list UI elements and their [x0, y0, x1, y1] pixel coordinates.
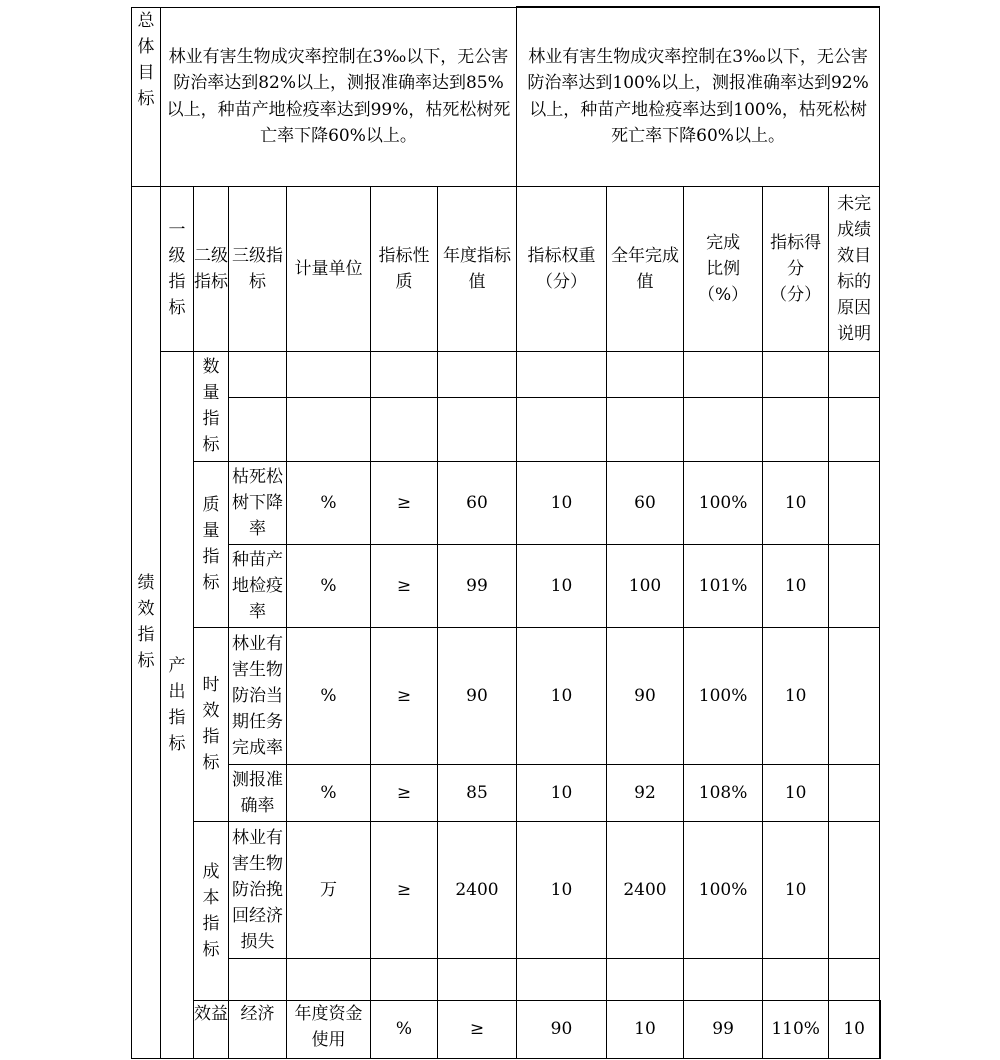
weight-cell: 10: [517, 821, 607, 958]
target-cell: 99: [438, 544, 517, 627]
overall-goal-actual: 林业有害生物成灾率控制在3‰以下，无公害防治率达到100%以上，测报准确率达到92%以上，种苗产地检疫率达到100%，枯死松树死亡率下降60%以上。: [517, 7, 880, 186]
empty-cell: [438, 397, 517, 461]
empty-cell: [517, 351, 607, 397]
empty-cell: [763, 351, 829, 397]
weight-cell: 10: [517, 764, 607, 821]
unit-cell: %: [287, 764, 371, 821]
performance-label: 绩效指标: [132, 186, 161, 1058]
table-row: [132, 627, 881, 764]
score-cell: 10: [763, 544, 829, 627]
empty-cell: [763, 958, 829, 1000]
empty-cell: [607, 351, 684, 397]
weight-cell: 10: [517, 544, 607, 627]
empty-cell: [607, 397, 684, 461]
reason-cell: [829, 461, 880, 544]
header-annual-target: 年度指标值: [438, 186, 517, 351]
nature-cell: ≥: [371, 627, 438, 764]
group-cost: 成本指标: [194, 821, 229, 1000]
output-label: 产出指标: [161, 351, 194, 1058]
empty-cell: [829, 397, 880, 461]
header-completion-ratio: 完成比例（%）: [684, 186, 763, 351]
unit-cell: %: [371, 1000, 438, 1058]
empty-cell: [684, 351, 763, 397]
nature-cell: ≥: [371, 764, 438, 821]
reason-cell: [829, 627, 880, 764]
ratio-cell: 101%: [684, 544, 763, 627]
score-cell: 10: [829, 1000, 880, 1058]
empty-cell: [684, 397, 763, 461]
unit-cell: 万: [287, 821, 371, 958]
overall-goal-planned: 林业有害生物成灾率控制在3‰以下，无公害防治率达到82%以上，测报准确率达到85%以上，种苗产地检疫率达到99%，枯死松树死亡率下降60%以上。: [161, 7, 517, 186]
indicator-name: 测报准确率: [229, 764, 287, 821]
nature-cell: ≥: [371, 821, 438, 958]
empty-cell: [371, 397, 438, 461]
weight-cell: 10: [517, 461, 607, 544]
empty-cell: [229, 397, 287, 461]
reason-cell: [829, 821, 880, 958]
reason-cell: [880, 1000, 881, 1058]
unit-cell: %: [287, 461, 371, 544]
reason-cell: [829, 544, 880, 627]
empty-cell: [287, 397, 371, 461]
header-reason: 未完成绩效目标的原因说明: [829, 186, 880, 351]
indicator-name: 年度资金使用: [287, 1000, 371, 1058]
header-level1: 一级指标: [161, 186, 194, 351]
unit-cell: %: [287, 544, 371, 627]
table-row: [132, 544, 881, 627]
performance-table: [131, 6, 881, 1059]
indicator-name: 林业有害生物防治当期任务完成率: [229, 627, 287, 764]
score-cell: 10: [763, 764, 829, 821]
empty-cell: [829, 351, 880, 397]
empty-cell: [287, 958, 371, 1000]
group-quality: 质量指标: [194, 461, 229, 627]
empty-cell: [763, 397, 829, 461]
economic-label: 经济: [229, 1000, 287, 1058]
score-cell: 10: [763, 627, 829, 764]
empty-cell: [438, 958, 517, 1000]
actual-cell: 2400: [607, 821, 684, 958]
empty-cell: [229, 958, 287, 1000]
table-row: [132, 1000, 881, 1058]
target-cell: 2400: [438, 821, 517, 958]
benefit-label: 效益: [194, 1000, 229, 1058]
empty-cell: [438, 351, 517, 397]
weight-cell: 10: [607, 1000, 684, 1058]
ratio-cell: 100%: [684, 821, 763, 958]
actual-cell: 92: [607, 764, 684, 821]
header-actual-value: 全年完成值: [607, 186, 684, 351]
reason-cell: [829, 764, 880, 821]
header-level2: 二级指标: [194, 186, 229, 351]
score-cell: 10: [763, 461, 829, 544]
nature-cell: ≥: [371, 461, 438, 544]
ratio-cell: 110%: [763, 1000, 829, 1058]
empty-cell: [517, 397, 607, 461]
header-unit: 计量单位: [287, 186, 371, 351]
ratio-cell: 100%: [684, 627, 763, 764]
group-quantity: 数量指标: [194, 351, 229, 461]
actual-cell: 100: [607, 544, 684, 627]
empty-cell: [517, 958, 607, 1000]
actual-cell: 60: [607, 461, 684, 544]
target-cell: 90: [517, 1000, 607, 1058]
weight-cell: 10: [517, 627, 607, 764]
table-row: [132, 821, 881, 958]
header-nature: 指标性质: [371, 186, 438, 351]
overall-goal-label: 总体目标: [132, 7, 161, 186]
empty-cell: [229, 351, 287, 397]
header-weight: 指标权重（分）: [517, 186, 607, 351]
actual-cell: 90: [607, 627, 684, 764]
ratio-cell: 100%: [684, 461, 763, 544]
indicator-name: 枯死松树下降率: [229, 461, 287, 544]
empty-cell: [607, 958, 684, 1000]
ratio-cell: 108%: [684, 764, 763, 821]
target-cell: 90: [438, 627, 517, 764]
group-timeliness: 时效指标: [194, 627, 229, 821]
score-cell: 10: [763, 821, 829, 958]
nature-cell: ≥: [438, 1000, 517, 1058]
indicator-name: 林业有害生物防治挽回经济损失: [229, 821, 287, 958]
actual-cell: 99: [684, 1000, 763, 1058]
target-cell: 85: [438, 764, 517, 821]
header-score: 指标得分（分）: [763, 186, 829, 351]
target-cell: 60: [438, 461, 517, 544]
unit-cell: %: [287, 627, 371, 764]
table-row: [132, 764, 881, 821]
indicator-name: 种苗产地检疫率: [229, 544, 287, 627]
empty-cell: [371, 958, 438, 1000]
nature-cell: ≥: [371, 544, 438, 627]
empty-cell: [287, 351, 371, 397]
empty-cell: [829, 958, 880, 1000]
empty-cell: [684, 958, 763, 1000]
header-level3: 三级指标: [229, 186, 287, 351]
table-row: [132, 461, 881, 544]
empty-cell: [371, 351, 438, 397]
